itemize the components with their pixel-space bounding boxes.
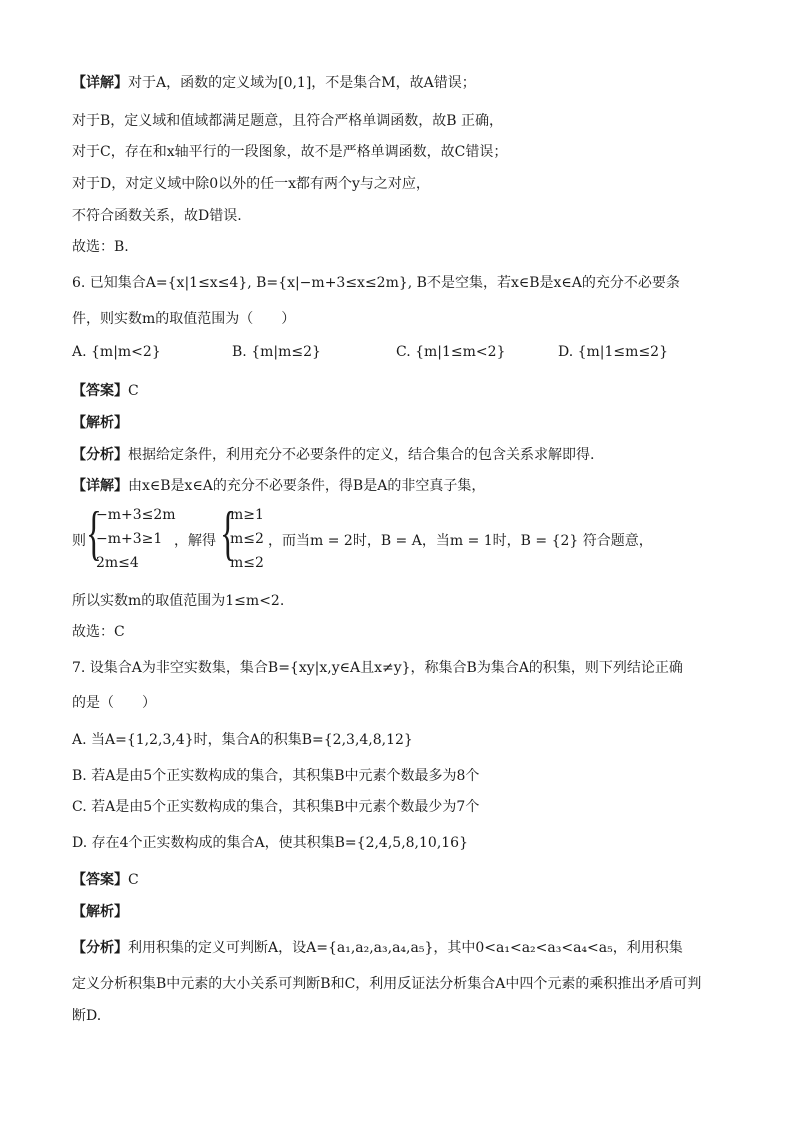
inequality-system-2 bbox=[230, 503, 264, 575]
ineq-3: 2m≤4 bbox=[96, 555, 139, 571]
q6-xiangjie bbox=[72, 475, 485, 495]
q7-analysis-tag bbox=[72, 901, 128, 921]
q7-option-b: B. 若A是由5个正实数构成的集合，其积集B中元素个数最多为8个 bbox=[72, 768, 480, 784]
left-brace-1: { bbox=[86, 500, 102, 566]
q6-conclusion: 所以实数m的取值范围为1≤m<2. bbox=[72, 593, 285, 609]
explanation-line-4: 对于D，对定义域中除0以外的任一x都有两个y与之对应， bbox=[72, 176, 430, 192]
choose-answer-prev: 故选：B. bbox=[72, 239, 129, 255]
fenxi-text: 利用积集的定义可判断A，设A={a₁,a₂,a₃,a₄,a₅}，其中0<a₁<a₂<a₃<a₄<a₅，利用积集 bbox=[128, 940, 683, 956]
q6-option-c: C. {m|1≤m<2} bbox=[396, 344, 506, 360]
fenxi-text: 根据给定条件，利用充分不必要条件的定义，结合集合的包含关系求解即得. bbox=[128, 447, 595, 463]
q7-fenxi-line-3: 断D. bbox=[72, 1008, 102, 1024]
question-7-line-1: 7. 设集合A为非空实数集，集合B={xy|x,y∈A且x≠y}，称集合B为集合A的积集，则下列结论正确 bbox=[72, 660, 683, 676]
sys-prefix: 则 bbox=[72, 533, 86, 549]
answer-tag: 【答案】 bbox=[72, 383, 128, 399]
explanation-line-3: 对于C，存在和x轴平行的一段图象，故不是严格单调函数，故C错误； bbox=[72, 144, 508, 160]
q6-answer bbox=[72, 380, 139, 400]
q6-fenxi bbox=[72, 444, 594, 464]
left-brace-2: { bbox=[220, 500, 236, 566]
xiangjie-text: 由x∈B是x∈A的充分不必要条件，得B是A的非空真子集， bbox=[128, 478, 486, 494]
sys-mid: ，解得 bbox=[174, 533, 216, 549]
q7-option-c: C. 若A是由5个正实数构成的集合，其积集B中元素个数最少为7个 bbox=[72, 799, 480, 815]
answer-value: C bbox=[128, 872, 139, 888]
q6-option-a: A. {m|m<2} bbox=[72, 344, 161, 360]
q6-option-d: D. {m|1≤m≤2} bbox=[558, 344, 668, 360]
q7-fenxi bbox=[72, 937, 683, 957]
sol-3: m≤2 bbox=[230, 555, 264, 571]
explanation-line-5: 不符合函数关系，故D错误. bbox=[72, 208, 242, 224]
answer-tag: 【答案】 bbox=[72, 872, 128, 888]
sol-2: m≤2 bbox=[230, 531, 264, 547]
fenxi-tag: 【分析】 bbox=[72, 447, 128, 463]
ineq-2: −m+3≥1 bbox=[96, 531, 163, 547]
analysis-tag: 【解析】 bbox=[72, 904, 128, 920]
detail-tag: 【详解】 bbox=[72, 75, 128, 91]
q6-choose: 故选：C bbox=[72, 624, 125, 640]
fenxi-tag: 【分析】 bbox=[72, 940, 128, 956]
q7-answer bbox=[72, 869, 139, 889]
ineq-1: −m+3≤2m bbox=[96, 507, 176, 523]
q7-option-d: D. 存在4个正实数构成的集合A，使其积集B={2,4,5,8,10,16} bbox=[72, 835, 468, 851]
explanation-line-1 bbox=[72, 72, 476, 92]
question-6-line-2: 件，则实数m的取值范围为（ ） bbox=[72, 311, 296, 327]
xiangjie-tag: 【详解】 bbox=[72, 478, 128, 494]
q7-option-a: A. 当A={1,2,3,4}时，集合A的积集B={2,3,4,8,12} bbox=[72, 732, 413, 748]
q6-analysis-tag bbox=[72, 412, 128, 432]
sol-1: m≥1 bbox=[230, 507, 264, 523]
inequality-system-1 bbox=[96, 503, 176, 575]
sys-tail: ，而当m = 2时，B = A，当m = 1时，B = {2} 符合题意， bbox=[268, 533, 653, 549]
question-7-line-2: 的是（ ） bbox=[72, 695, 156, 711]
q6-option-b: B. {m|m≤2} bbox=[232, 344, 321, 360]
explanation-text: 对于A，函数的定义域为[0,1]，不是集合M，故A错误； bbox=[128, 75, 476, 91]
analysis-tag: 【解析】 bbox=[72, 415, 128, 431]
answer-value: C bbox=[128, 383, 139, 399]
q7-fenxi-line-2: 定义分析积集B中元素的大小关系可判断B和C，利用反证法分析集合A中四个元素的乘积推出矛盾可判 bbox=[72, 976, 702, 992]
question-6-line-1: 6. 已知集合A={x|1≤x≤4}, B={x|−m+3≤x≤2m}, B不是空集，若x∈B是x∈A的充分不必要条 bbox=[72, 275, 680, 291]
explanation-line-2: 对于B，定义域和值域都满足题意，且符合严格单调函数，故B 正确， bbox=[72, 113, 504, 129]
